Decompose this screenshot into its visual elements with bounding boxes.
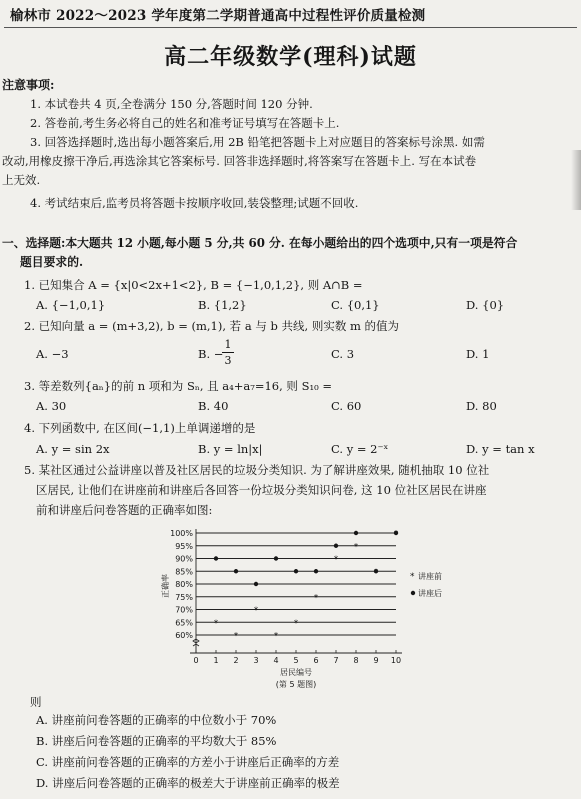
point-after	[374, 569, 378, 573]
q4-option-a: A. y = sin 2x	[36, 442, 110, 456]
q2-option-c: C. 3	[331, 347, 355, 361]
note-2: 2. 答卷前,考生务必将自己的姓名和准考证号填写在答题卡上.	[30, 116, 340, 130]
q4-option-d: D. y = tan x	[466, 442, 535, 456]
section1-instruction-line1: 一、选择题:本大题共 12 小题,每小题 5 分,共 60 分. 在每小题给出的四个选项中,只有一项是符合	[2, 236, 518, 250]
point-after	[354, 531, 358, 535]
q1-option-a: A. {−1,0,1}	[36, 298, 106, 312]
y-tick-label: 60%	[175, 631, 193, 640]
x-tick-label: 4	[273, 656, 279, 665]
q5-stem-line2: 区居民, 让他们在讲座前和讲座后各回答一份垃圾分类知识问卷, 这 10 位社区居民在讲座	[36, 483, 487, 497]
chart-marks	[214, 530, 399, 642]
q2-stem: 2. 已知向量 a = (m+3,2), b = (m,1), 若 a 与 b 共线, 则实数 m 的值为	[24, 319, 400, 333]
point-after	[234, 569, 238, 573]
point-after	[254, 582, 258, 586]
q3-option-a: A. 30	[36, 399, 67, 413]
q5-stem-line1: 5. 某社区通过公益讲座以普及社区居民的垃圾分类知识. 为了解讲座效果, 随机抽取 10 位社	[24, 463, 490, 477]
q5-stem-line3: 前和讲座后问卷答题的正确率如图:	[36, 503, 213, 517]
point-before: *	[233, 631, 239, 642]
point-before: *	[253, 606, 259, 616]
legend-marker-before: *	[410, 572, 415, 582]
q1-option-b: B. {1,2}	[198, 298, 247, 312]
point-after	[314, 569, 318, 573]
y-tick-label: 75%	[175, 592, 193, 602]
y-tick-label: 100%	[170, 529, 193, 538]
x-tick-label: 8	[353, 656, 359, 665]
x-tick-label: 9	[373, 656, 379, 665]
q5-option-a: A. 讲座前问卷答题的正确率的中位数小于 70%	[36, 713, 277, 727]
legend-label-before: 讲座前	[418, 572, 442, 581]
q2-option-b-prefix: B. −	[198, 347, 224, 361]
q2-option-d: D. 1	[466, 347, 490, 361]
q1-stem: 1. 已知集合 A = {x|0<2x+1<2}, B = {−1,0,1,2}, 则 A∩B =	[24, 278, 363, 292]
y-tick-label: 90%	[175, 554, 193, 564]
legend-label-after: 讲座后	[418, 589, 442, 598]
x-tick-label: 6	[313, 656, 319, 665]
exam-title: 高二年级数学(理科)试题	[164, 44, 417, 70]
chart-axes	[160, 529, 402, 689]
q3-option-c: C. 60	[331, 399, 362, 413]
y-axis-label: 正确率	[161, 574, 170, 598]
q4-option-c: C. y = 2⁻ˣ	[331, 442, 389, 456]
note-3-line3: 上无效.	[2, 173, 41, 187]
q3-option-d: D. 80	[466, 399, 497, 413]
q1-option-c: C. {0,1}	[331, 298, 380, 312]
q5-option-c: C. 讲座前问卷答题的正确率的方差小于讲座后正确率的方差	[36, 755, 340, 769]
q5-option-d: D. 讲座后问卷答题的正确率的极差大于讲座前正确率的极差	[36, 776, 340, 790]
x-tick-label: 7	[333, 656, 339, 665]
chart-legend	[410, 571, 442, 598]
x-tick-label: 2	[233, 656, 239, 665]
x-axis-label: 居民编号	[280, 668, 312, 677]
point-before: *	[273, 631, 279, 642]
point-before: *	[313, 593, 319, 604]
y-tick-label: 65%	[175, 618, 193, 628]
exam-header: 榆林市 2022～2023 学年度第二学期普通高中过程性评价质量检测	[10, 8, 426, 24]
point-before: *	[213, 618, 219, 629]
q2-option-a: A. −3	[36, 347, 69, 361]
q3-option-b: B. 40	[198, 399, 229, 413]
x-tick-label: 0	[193, 656, 199, 665]
chart-caption: (第 5 题图)	[275, 680, 317, 689]
q4-stem: 4. 下列函数中, 在区间(−1,1)上单调递增的是	[24, 421, 256, 435]
q1-option-d: D. {0}	[466, 298, 505, 312]
point-after	[394, 531, 398, 535]
y-tick-label: 70%	[175, 605, 193, 615]
point-after	[214, 556, 218, 560]
x-tick-label: 1	[213, 656, 219, 665]
q5-then: 则	[30, 695, 42, 709]
point-after	[274, 556, 278, 560]
point-after	[334, 544, 338, 548]
x-tick-label: 3	[253, 656, 259, 665]
notes-heading: 注意事项:	[2, 78, 55, 92]
q2-option-b-denominator: 3	[224, 354, 232, 367]
note-1: 1. 本试卷共 4 页,全卷满分 150 分,答题时间 120 分钟.	[30, 97, 313, 111]
point-after	[294, 569, 298, 573]
header-divider	[4, 27, 577, 28]
legend-marker-after	[411, 591, 415, 595]
point-before: *	[333, 555, 339, 565]
y-tick-label: 85%	[175, 567, 193, 577]
q2-option-b-numerator: 1	[222, 338, 234, 353]
note-3-line1: 3. 回答选择题时,选出每小题答案后,用 2B 铅笔把答题卡上对应题目的答案标号涂黑. 如需	[30, 135, 485, 149]
y-tick-label: 80%	[175, 580, 193, 589]
q3-stem: 3. 等差数列{aₙ}的前 n 项和为 Sₙ, 且 a₄+a₇=16, 则 S₁₀ =	[24, 379, 332, 393]
q5-scatter-chart	[150, 525, 480, 695]
point-before: *	[353, 542, 359, 553]
y-tick-label: 95%	[175, 541, 193, 551]
note-3-line2: 改动,用橡皮擦干净后,再选涂其它答案标号. 回答非选择题时,将答案写在答题卡上. 写在本试卷	[2, 154, 477, 168]
x-tick-label: 5	[293, 656, 299, 665]
note-4: 4. 考试结束后,监考员将答题卡按顺序收回,装袋整理;试题不回收.	[30, 196, 359, 210]
point-before: *	[293, 618, 299, 629]
q4-option-b: B. y = ln|x|	[198, 442, 263, 456]
q5-option-b: B. 讲座后问卷答题的正确率的平均数大于 85%	[36, 734, 277, 748]
x-tick-label: 10	[390, 656, 402, 665]
section1-instruction-line2: 题目要求的.	[20, 255, 84, 269]
page-edge-shadow	[571, 150, 581, 210]
